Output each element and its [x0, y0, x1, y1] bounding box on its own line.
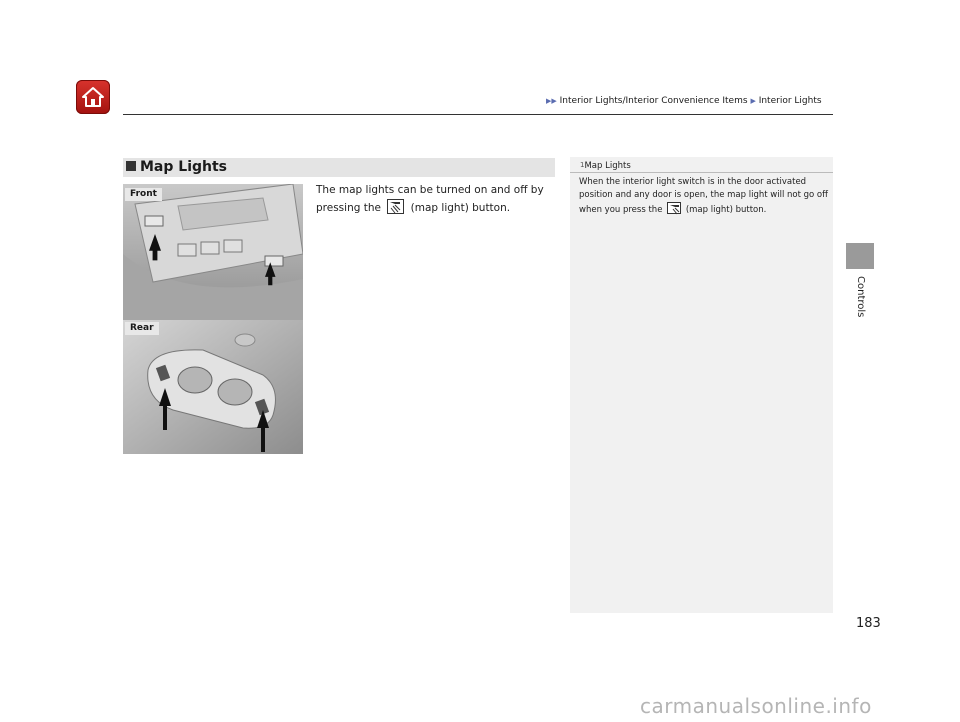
front-figure-label: Front	[125, 188, 162, 201]
header-divider	[123, 114, 833, 115]
home-button[interactable]	[76, 80, 110, 114]
breadcrumb-arrow-icon: ▶	[750, 97, 756, 105]
rear-figure-label: Rear	[125, 322, 159, 335]
breadcrumb-link-section[interactable]: Interior Lights/Interior Convenience Items	[559, 96, 748, 106]
breadcrumb	[546, 96, 822, 106]
section-body: The map lights can be turned on and off by pressing the (map light) button.	[316, 184, 544, 214]
watermark: carmanualsonline.info	[640, 694, 872, 718]
note-panel	[570, 157, 833, 613]
map-light-icon	[667, 202, 681, 214]
note-marker-icon: 1	[580, 161, 585, 169]
map-light-icon	[387, 199, 404, 214]
note-heading: 1Map Lights	[570, 157, 833, 173]
section-square-icon	[126, 161, 136, 171]
breadcrumb-link-page[interactable]: Interior Lights	[758, 96, 822, 106]
home-icon	[81, 86, 105, 108]
chapter-tab-label[interactable]: Controls	[855, 276, 866, 318]
breadcrumb-arrow-icon: ▶▶	[546, 97, 557, 105]
section-title: Map Lights	[126, 158, 227, 177]
front-map-lights-figure	[123, 184, 303, 320]
note-body: When the interior light switch is in the door activated position and any door is open, the map light will not go off when you press the (map light) button.	[579, 177, 828, 215]
chapter-tab-marker[interactable]	[846, 243, 874, 269]
page-number: 183	[856, 616, 881, 631]
rear-map-lights-figure	[123, 320, 303, 454]
